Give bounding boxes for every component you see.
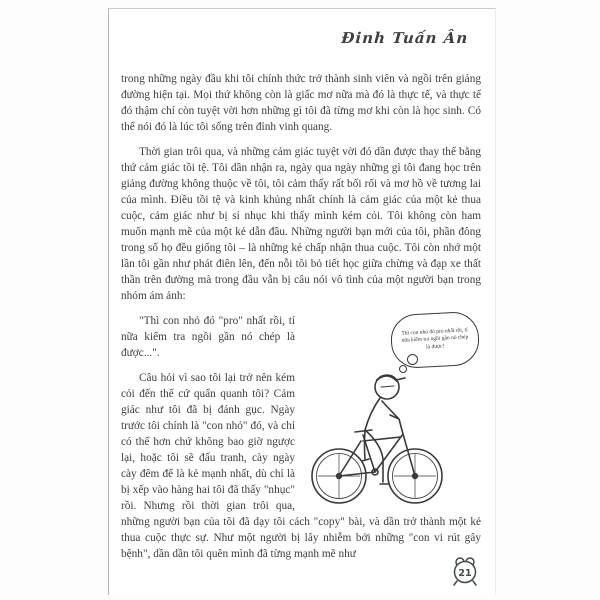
quote-paragraph: "Thì con nhỏ đó "pro" nhất rồi, tí nữa kiểm tra ngồi gần nó chép là được...". xyxy=(121,315,295,359)
bicycle-rider-drawing xyxy=(301,349,453,509)
book-page xyxy=(108,8,496,595)
paragraph: Thời gian trôi qua, và những cảm giác tuyệt vời đó dần được thay thế bằng thứ cảm giác tồi tệ. Tôi dần nhận ra, ngày qua ngày những gì tôi đang học trên giảng đường không thuộc về tôi, tôi cảm thấy rất bối rối và mơ hồ về tương lai của mình. Điều tồi tệ và kinh khủng nhất chính là cảm giác của một kẻ thua cuộc, cảm giác như bị sỉ nhục khi thấy mình kém cỏi. Tôi không còn ham muốn mạnh mẽ của một kẻ dẫn đầu. Những người bạn mới của tôi, phần đông trong số họ đều giống tôi – là những kẻ chấp nhận thua cuộc. Tôi còn nhớ một lần tôi gần như phát điên lên, đến nỗi tôi bỏ tiết học giữa chừng và đạp xe thất thần trên đường mà trong đầu vẫn bị câu nói vô tình của một người bạn trong nhóm ám ảnh: xyxy=(121,146,481,302)
page-number: 21 xyxy=(458,568,472,579)
paragraph: Câu hỏi vì sao tôi lại trở nên kém cỏi đến thế cứ quẩn quanh tôi? Cảm giác như tôi đã bị đánh gục. Ngày trước tôi chính là "con nhỏ" đó, và chỉ có thể hơn chứ không bao giờ ngược lại, hoặc tôi sẽ đấu tranh, cày ngày cày đêm để là kẻ mạnh nhất, dù chỉ là bị xếp vào hàng hai tôi đã thấy "nhục" rồi. Nhưng rồi thời gian trôi qua, những người bạn của tôi đã dạy tôi cách "copy" bài, và dần trở thành một kẻ thua cuộc thực sự. Như một người bị lây nhiễm bởi những "con vi rút gây bệnh", dần dần tôi quên mình đã từng mạnh mẽ như xyxy=(121,372,481,560)
page-number-clock xyxy=(451,555,479,587)
bicycle-illustration xyxy=(303,313,481,511)
author-header: Đinh Tuấn Ân xyxy=(340,29,469,47)
page-body xyxy=(109,47,495,571)
thought-bubble-text: Thì con nhỏ đó pro nhất rồi, tí nữa kiểm tra ngồi gần nó chép là được! xyxy=(401,327,469,351)
paragraph: trong những ngày đầu khi tôi chính thức trở thành sinh viên và ngồi trên giảng đường hiện tại. Mọi thứ không còn là giấc mơ nữa mà đó là thực tế, và thực tế đó thậm chí còn tuyệt vời hơn những gì tôi đã từng mơ khi còn là học sinh. Có thể nói đó là lúc tôi sống trên đỉnh vinh quang. xyxy=(121,73,481,133)
